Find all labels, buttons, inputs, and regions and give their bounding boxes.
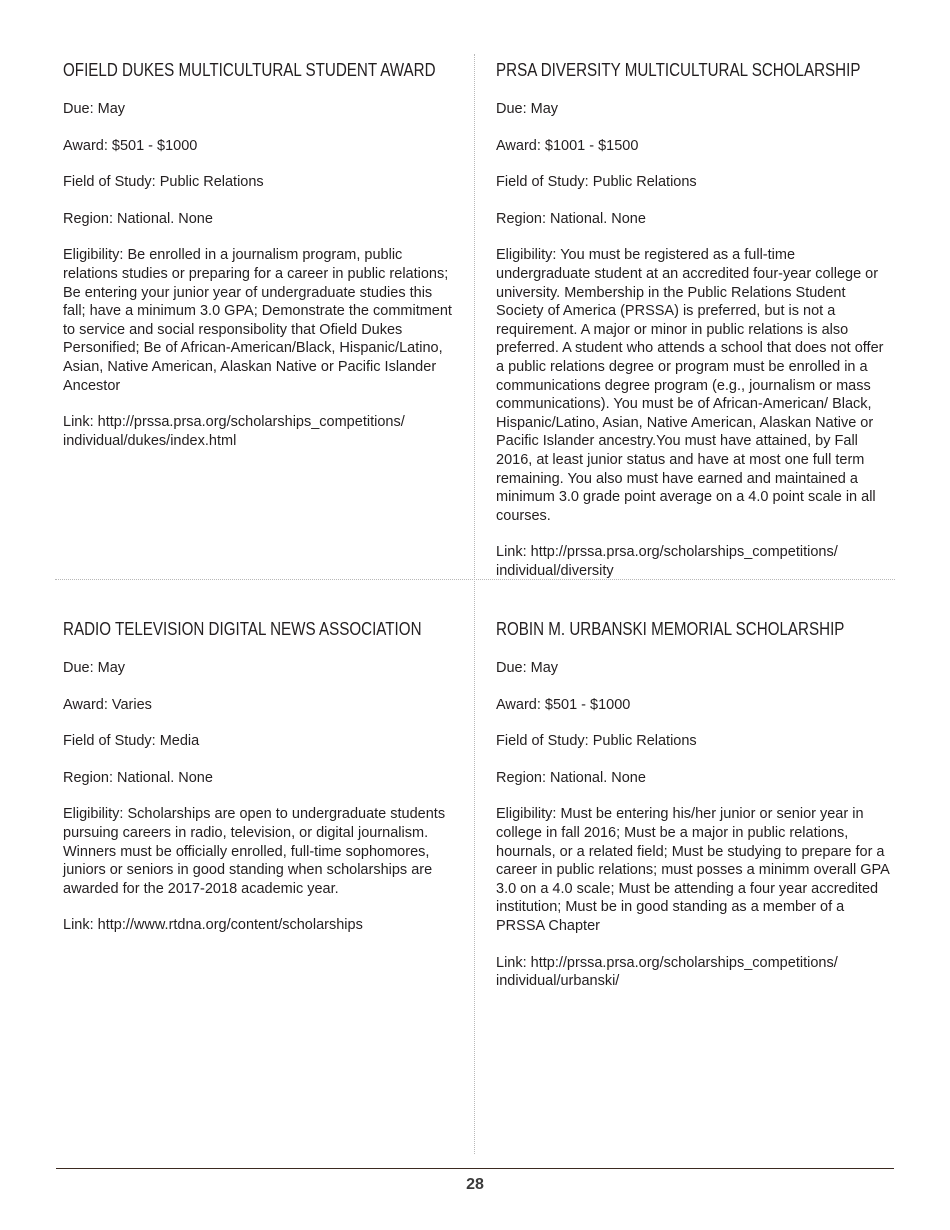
link-text: Link: http://www.rtdna.org/content/scholarships [63, 917, 363, 934]
footer-rule [56, 1168, 894, 1169]
region: Region: National. None [63, 210, 213, 227]
award-amount: Award: $501 - $1000 [63, 137, 198, 154]
award-amount: Award: Varies [63, 696, 152, 713]
scholarship-title: OFIELD DUKES MULTICULTURAL STUDENT AWARD [63, 59, 436, 80]
eligibility: Eligibility: Scholarships are open to undergraduate students pursuing careers in radio, television, or digital journalism. Winners must be officially enrolled, full-time sophomores, juniors or seniors in good standing when scholarships are awarded for the 2017-2018 academic year. [63, 806, 446, 897]
due-date: Due: May [496, 660, 559, 676]
scholarship-card-prsa-diversity [496, 58, 891, 598]
due-date: Due: May [63, 660, 126, 676]
scholarship-title: ROBIN M. URBANSKI MEMORIAL SCHOLARSHIP [496, 618, 845, 639]
link-text: Link: http://prssa.prsa.org/scholarships_competitions/ individual/urbanski/ [496, 954, 838, 990]
region: Region: National. None [496, 769, 646, 786]
scholarship-title: PRSA DIVERSITY MULTICULTURAL SCHOLARSHIP [496, 59, 861, 80]
eligibility: Eligibility: Must be entering his/her junior or senior year in college in fall 2016; Must be a major in public relations, hournals, or a related field; Must be studying to prepare for a career in public relations; must posses a minimm overall GPA 3.0 on a 4.0 scale; Must be attending a four year accredited institution; Must be in good standing as a member of a PRSSA Chapter [496, 806, 889, 934]
field-of-study: Field of Study: Public Relations [496, 174, 697, 191]
page-number: 28 [466, 1176, 484, 1193]
scholarship-card-rtdna [63, 617, 458, 953]
link-text: Link: http://prssa.prsa.org/scholarships_competitions/ individual/dukes/index.html [63, 414, 405, 449]
award-amount: Award: $1001 - $1500 [496, 137, 639, 154]
field-of-study: Field of Study: Public Relations [496, 733, 697, 750]
award-amount: Award: $501 - $1000 [496, 696, 631, 713]
region: Region: National. None [496, 210, 646, 227]
scholarship-card-ofield-dukes [63, 58, 458, 468]
eligibility: Eligibility: You must be registered as a full-time undergraduate student at an accredited four-year college or university. Membership in the Public Relations Student Society of America (PRSSA) is preferred, but is not a requirement. A major or minor in public relations is also preferred. A student who attends a school that does not offer a public relations degree or program must be enrolled in a communications degree program (e.g., journalism or mass communications). You must be of African-American/ Black, Hispanic/Latino, Asian, Native American, Alaskan Native or Pacific Islander ancestry.You must have attained, by Fall 2016, at least junior status and have at most one full term remaining. You also must have earned and maintained a minimum 3.0 grade point average on a 4.0 point scale in all courses. [496, 247, 884, 524]
due-date: Due: May [63, 101, 126, 117]
field-of-study: Field of Study: Media [63, 733, 200, 750]
region: Region: National. None [63, 769, 213, 786]
link-text: Link: http://prssa.prsa.org/scholarships_competitions/ individual/diversity [496, 544, 838, 579]
column-divider [474, 54, 475, 1154]
scholarship-card-urbanski [496, 617, 891, 1009]
eligibility: Eligibility: Be enrolled in a journalism program, public relations studies or preparing for a career in public relations; Be entering your junior year of undergraduate studies this fall; have a minimum 3.0 GPA; Demonstrate the commitment to service and social responsibolity that Ofield Dukes Personified; Be of African-American/Black, Hispanic/Latino, Asian, Native American, Alaskan Native or Pacific Islander Ancestor [63, 247, 452, 394]
field-of-study: Field of Study: Public Relations [63, 174, 264, 191]
due-date: Due: May [496, 101, 559, 117]
scholarship-title: RADIO TELEVISION DIGITAL NEWS ASSOCIATION [63, 618, 422, 639]
